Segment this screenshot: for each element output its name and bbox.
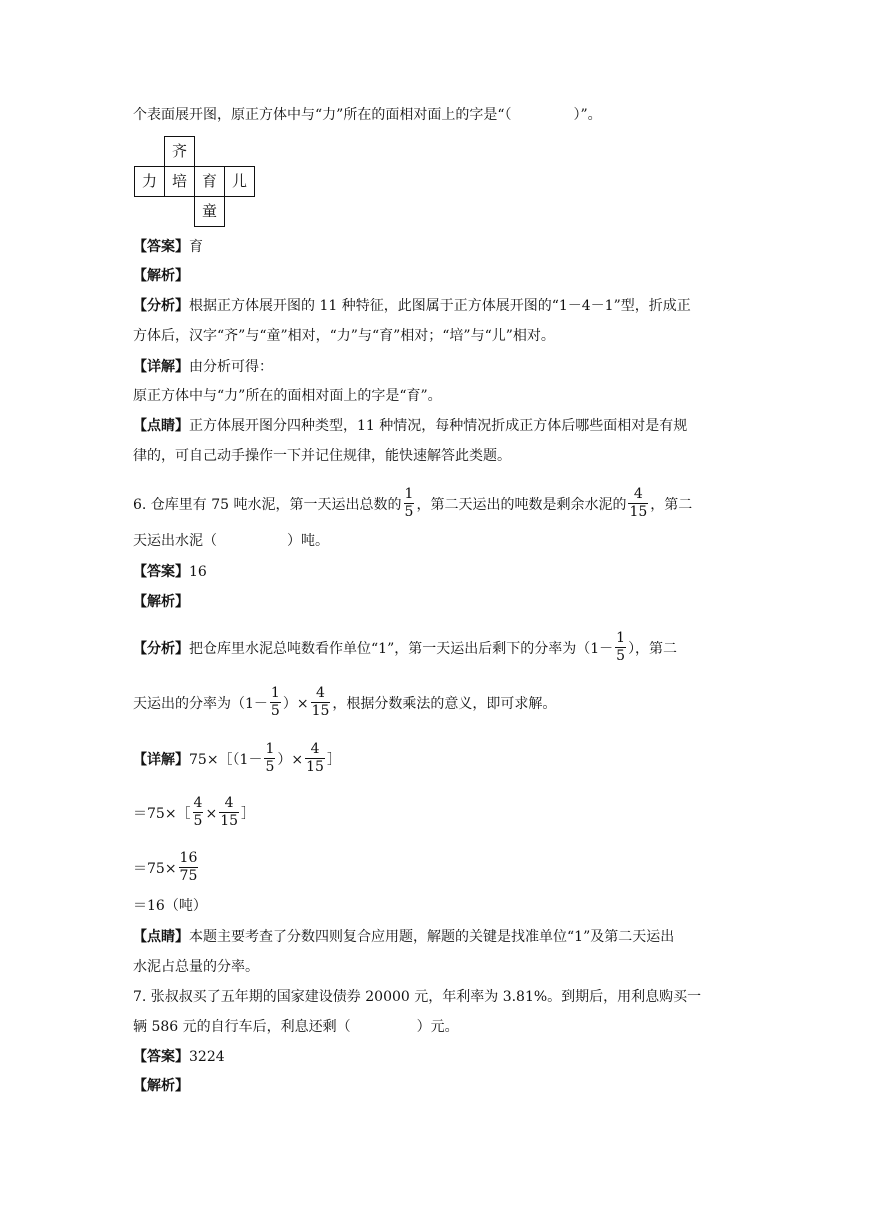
fraction-1-5: $\frac{1}{5}$ bbox=[270, 685, 280, 719]
fraction-4-15: $\frac{4}{15}$ bbox=[629, 486, 648, 520]
q7-question-1: 7. 张叔叔买了五年期的国家建设债券 20000 元，年利率为 3.81%。到期后，用利息购买一 bbox=[133, 989, 702, 1005]
q6-fenxi-1: 【分析】把仓库里水泥总吨数看作单位“1”，第一天运出后剩下的分率为（1－ $\frac{1}{5}$ ），第二 bbox=[133, 630, 678, 664]
q5-fenxi-1: 【分析】根据正方体展开图的 11 种特征，此图属于正方体展开图的“1－4－1”型，折成正 bbox=[133, 298, 691, 314]
q6-question-1: 6. 仓库里有 75 吨水泥，第一天运出总数的 $\frac{1}{5}$ ，第二天运出的吨数是剩余水泥的 $\frac{4}{15}$ ，第二 bbox=[133, 486, 693, 520]
q5-dianjing-2: 律的，可自己动手操作一下并记住规律，能快速解答此类题。 bbox=[133, 448, 511, 464]
fraction-4-5: $\frac{4}{5}$ bbox=[193, 795, 203, 829]
fraction-1-5: $\frac{1}{5}$ bbox=[616, 630, 626, 664]
q5-xiangjie: 【详解】由分析可得： bbox=[133, 359, 273, 375]
fraction-16-75: $\frac{16}{75}$ bbox=[179, 850, 198, 884]
q5-intro: 个表面展开图，原正方体中与“力”所在的面相对面上的字是“（ ）”。 bbox=[133, 107, 602, 123]
q5-dianjing-1: 【点睛】正方体展开图分四种类型，11 种情况，每种情况折成正方体后哪些面相对是有规 bbox=[133, 418, 688, 434]
q5-answer: 【答案】育 bbox=[133, 239, 203, 255]
q6-jiexi: 【解析】 bbox=[133, 594, 189, 610]
q7-question-2: 辆 586 元的自行车后，利息还剩（ ）元。 bbox=[133, 1019, 459, 1035]
fraction-1-5: $\frac{1}{5}$ bbox=[265, 741, 275, 775]
fraction-4-15: $\frac{4}{15}$ bbox=[311, 685, 330, 719]
q5-fenxi-2: 方体后，汉字“齐”与“童”相对，“力”与“育”相对；“培”与“儿”相对。 bbox=[133, 328, 555, 344]
q6-question-2: 天运出水泥（ ）吨。 bbox=[133, 533, 329, 549]
q6-fenxi-2: 天运出的分率为（1－ $\frac{1}{5}$ ）× $\frac{4}{15}$ ，根据分数乘法的意义，即可求解。 bbox=[133, 685, 557, 719]
q5-result: 原正方体中与“力”所在的面相对面上的字是“育”。 bbox=[133, 388, 442, 404]
q6-step-1: 【详解】75×［（1－ $\frac{1}{5}$ ）× $\frac{4}{15}$ ］ bbox=[133, 741, 341, 775]
net-cell-bottom: 童 bbox=[194, 196, 225, 227]
net-cell-1: 力 bbox=[134, 166, 165, 197]
cube-net-diagram bbox=[134, 136, 256, 226]
fraction-4-15: $\frac{4}{15}$ bbox=[220, 795, 239, 829]
q6-step-4: ＝16（吨） bbox=[133, 898, 207, 914]
q7-jiexi: 【解析】 bbox=[133, 1078, 189, 1094]
q6-dianjing-1: 【点睛】本题主要考查了分数四则复合应用题，解题的关键是找准单位“1”及第二天运出 bbox=[133, 929, 675, 945]
q6-step-3: ＝75× $\frac{16}{75}$ bbox=[133, 850, 198, 884]
net-cell-3: 育 bbox=[194, 166, 225, 197]
q5-jiexi: 【解析】 bbox=[133, 268, 189, 284]
net-cell-top: 齐 bbox=[164, 136, 195, 167]
fraction-1-5: $\frac{1}{5}$ bbox=[404, 486, 414, 520]
net-cell-2: 培 bbox=[164, 166, 195, 197]
net-cell-4: 儿 bbox=[224, 166, 255, 197]
q6-answer: 【答案】16 bbox=[133, 564, 207, 580]
q6-dianjing-2: 水泥占总量的分率。 bbox=[133, 959, 259, 975]
q7-answer: 【答案】3224 bbox=[133, 1049, 225, 1065]
q6-step-2: ＝75×［ $\frac{4}{5}$ × $\frac{4}{15}$ ］ bbox=[133, 795, 256, 829]
fraction-4-15: $\frac{4}{15}$ bbox=[306, 741, 324, 775]
